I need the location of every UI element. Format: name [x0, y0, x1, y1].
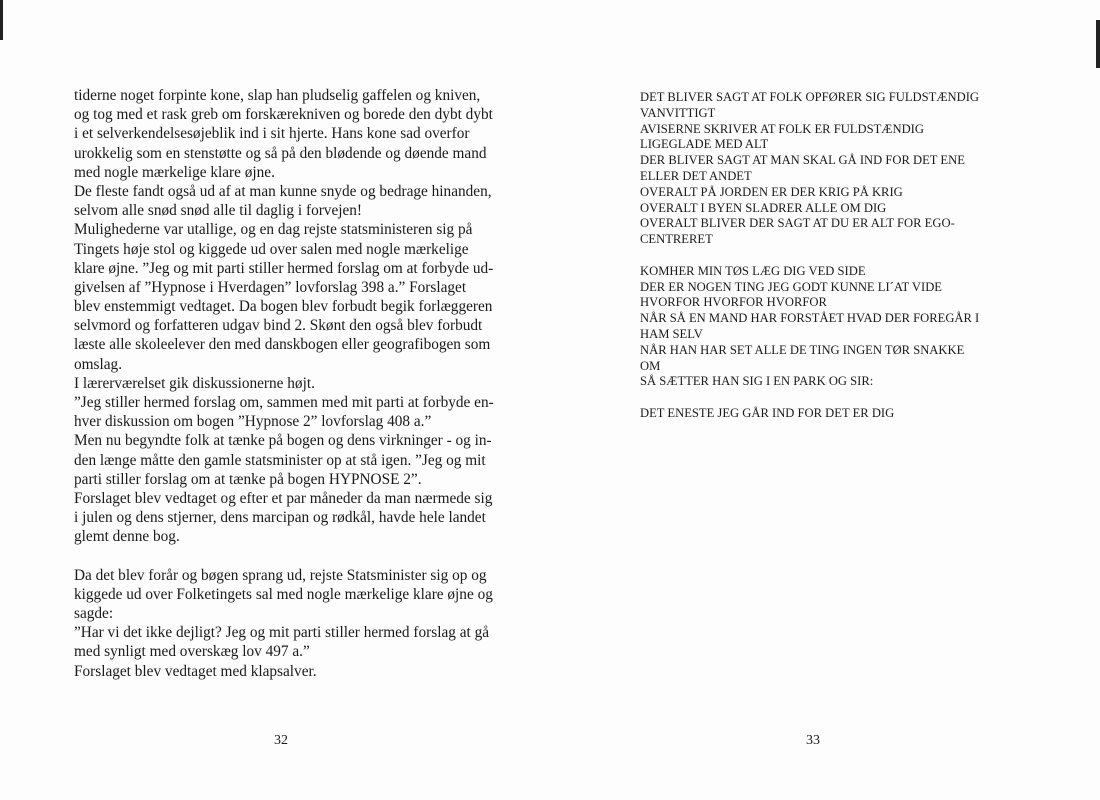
text-line: DER ER NOGEN TING JEG GODT KUNNE LI´AT VIDE [640, 279, 942, 294]
text-line: Men nu begyndte folk at tænke på bogen og dens virkninger - og in- [74, 432, 492, 450]
left-page-body [74, 86, 512, 681]
text-line: AVISERNE SKRIVER AT FOLK ER FULDSTÆNDIG [640, 121, 924, 136]
text-line: sagde: [74, 605, 114, 623]
text-line: givelsen af ”Hypnose i Hverdagen” lovforslag 398 a.” Forslaget [74, 278, 467, 296]
text-line: HVORFOR HVORFOR HVORFOR [640, 295, 827, 310]
text-line: OVERALT BLIVER DER SAGT AT DU ER ALT FOR EGO- [640, 216, 955, 231]
text-line: NÅR HAN HAR SET ALLE DE TING INGEN TØR SNAKKE [640, 342, 965, 357]
text-line: VANVITTIGT [640, 105, 716, 120]
text-line: ”Jeg stiller hermed forslag om, sammen med mit parti at forbyde en- [74, 394, 494, 411]
text-line: tiderne noget forpinte kone, slap han pludselig gaffelen og kniven, [74, 87, 481, 104]
text-line: glemt denne bog. [74, 528, 180, 546]
text-line: Da det blev forår og bøgen sprang ud, rejste Statsminister sig op og [74, 566, 487, 584]
text-line: Forslaget blev vedtaget og efter et par måneder da man nærmede sig [74, 489, 493, 507]
text-line: omslag. [74, 355, 123, 373]
text-line: OVERALT I BYEN SLADRER ALLE OM DIG [640, 200, 887, 215]
right-page-body [640, 90, 1020, 422]
text-line: I lærerværelset gik diskussionerne højt. [74, 374, 315, 392]
text-line: HAM SELV [640, 326, 703, 341]
text-line: parti stiller forslag om at tænke på bogen HYPNOSE 2”. [74, 470, 422, 488]
text-line: hver diskussion om bogen ”Hypnose 2” lovforslag 408 a.” [74, 413, 432, 431]
text-line: DET ENESTE JEG GÅR IND FOR DET ER DIG [640, 405, 895, 420]
text-line: OVERALT PÅ JORDEN ER DER KRIG PÅ KRIG [640, 184, 903, 199]
paragraph-gap [640, 390, 1020, 406]
text-line: CENTRERET [640, 232, 713, 247]
page-number-right: 33 [806, 733, 820, 748]
text-line: i julen og dens stjerner, dens marcipan og rødkål, havde hele landet [74, 509, 486, 527]
text-line: med synligt med overskæg lov 497 a.” [74, 643, 310, 661]
text-line: SÅ SÆTTER HAN SIG I EN PARK OG SIR: [640, 374, 874, 389]
page-number-left: 32 [274, 733, 288, 748]
text-line: KOMHER MIN TØS LÆG DIG VED SIDE [640, 263, 866, 278]
text-line: den længe måtte den gamle statsminister op at stå igen. ”Jeg og mit [74, 451, 486, 469]
text-line: med nogle mærkelige klare øjne. [74, 163, 275, 181]
text-line: selvmord og forfatteren udgav bind 2. Skønt den også blev forbudt [74, 317, 483, 335]
paragraph-gap [74, 547, 512, 566]
paragraph-gap [640, 248, 1020, 264]
text-line: DET BLIVER SAGT AT FOLK OPFØRER SIG FULDSTÆNDIG [640, 90, 980, 104]
text-line: OM [640, 358, 661, 373]
text-line: læste alle skoleelever den med danskbogen eller geografibogen som [74, 336, 491, 354]
text-line: i et selverkendelsesøjeblik ind i sit hjerte. Hans kone sad overfor [74, 125, 470, 143]
page-right [550, 0, 1100, 800]
text-line: ”Har vi det ikke dejligt? Jeg og mit parti stiller hermed forslag at gå [74, 624, 490, 642]
text-line: kiggede ud over Folketingets sal med nogle mærkelige klare øjne og [74, 585, 493, 603]
text-line: Mulighederne var utallige, og en dag rejste statsministeren sig på [74, 221, 473, 239]
text-line: Tingets høje stol og kiggede ud over salen med nogle mærkelige [74, 240, 469, 258]
text-line: blev enstemmigt vedtaget. Da bogen blev forbudt begik forlæggeren [74, 298, 493, 316]
text-line: DER BLIVER SAGT AT MAN SKAL GÅ IND FOR DET ENE [640, 153, 965, 168]
text-line: selvom alle snød snød alle til daglig i forvejen! [74, 202, 363, 220]
text-line: klare øjne. ”Jeg og mit parti stiller hermed forslag om at forbyde ud- [74, 259, 494, 277]
text-line: Forslaget blev vedtaget med klapsalver. [74, 662, 317, 680]
text-line: LIGEGLADE MED ALT [640, 137, 769, 152]
text-line: NÅR SÅ EN MAND HAR FORSTÅET HVAD DER FOREGÅR I [640, 311, 980, 326]
text-line: De fleste fandt også ud af at man kunne snyde og bedrage hinanden, [74, 182, 492, 200]
text-line: ELLER DET ANDET [640, 168, 752, 183]
text-line: urokkelig som en stenstøtte og så på den blødende og døende mand [74, 144, 487, 162]
text-line: og tog med et rask greb om forskærekniven og borede den dybt dybt [74, 106, 493, 124]
